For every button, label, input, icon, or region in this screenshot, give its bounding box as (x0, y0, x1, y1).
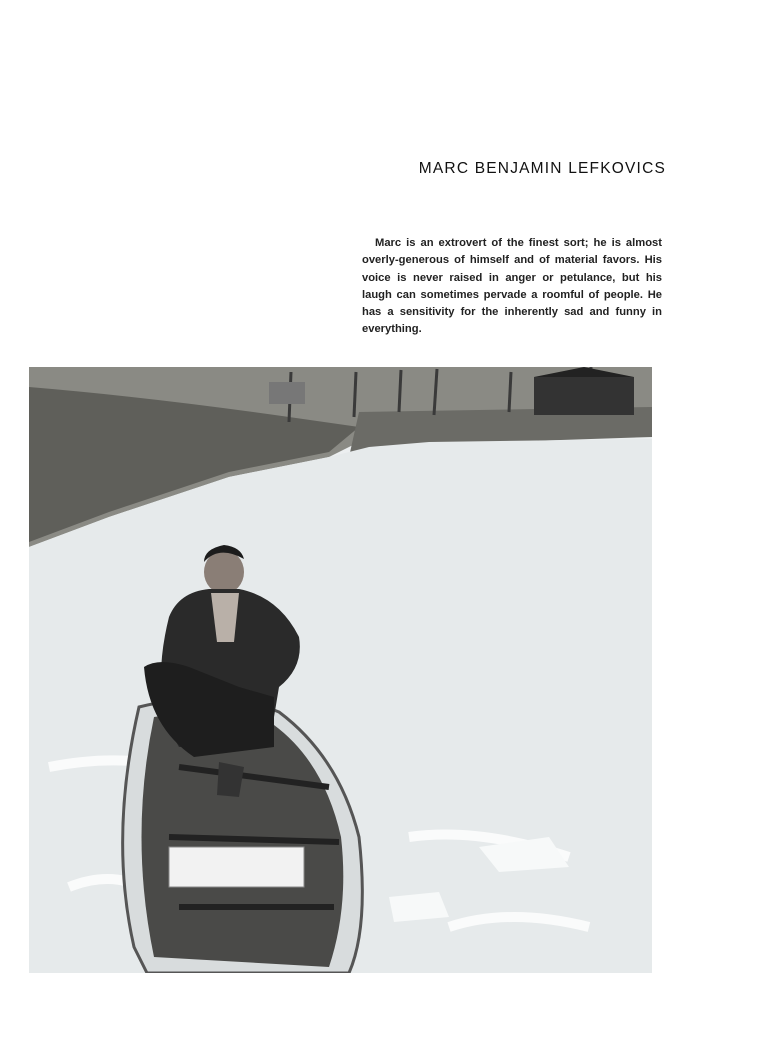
portrait-photo (29, 367, 652, 973)
student-name: MARC BENJAMIN LEFKOVICS (418, 160, 666, 177)
man-sitting-in-canoe-on-frozen-pond-icon (29, 367, 652, 973)
student-bio: Marc is an extrovert of the finest sort; he is almost overly-generous of himself and of material favors. His voice is never raised in anger or petulance, but his laugh can sometimes pervade a roomful of people. He has a sensitivity for the inherently sad and funny in everything. (362, 237, 662, 336)
